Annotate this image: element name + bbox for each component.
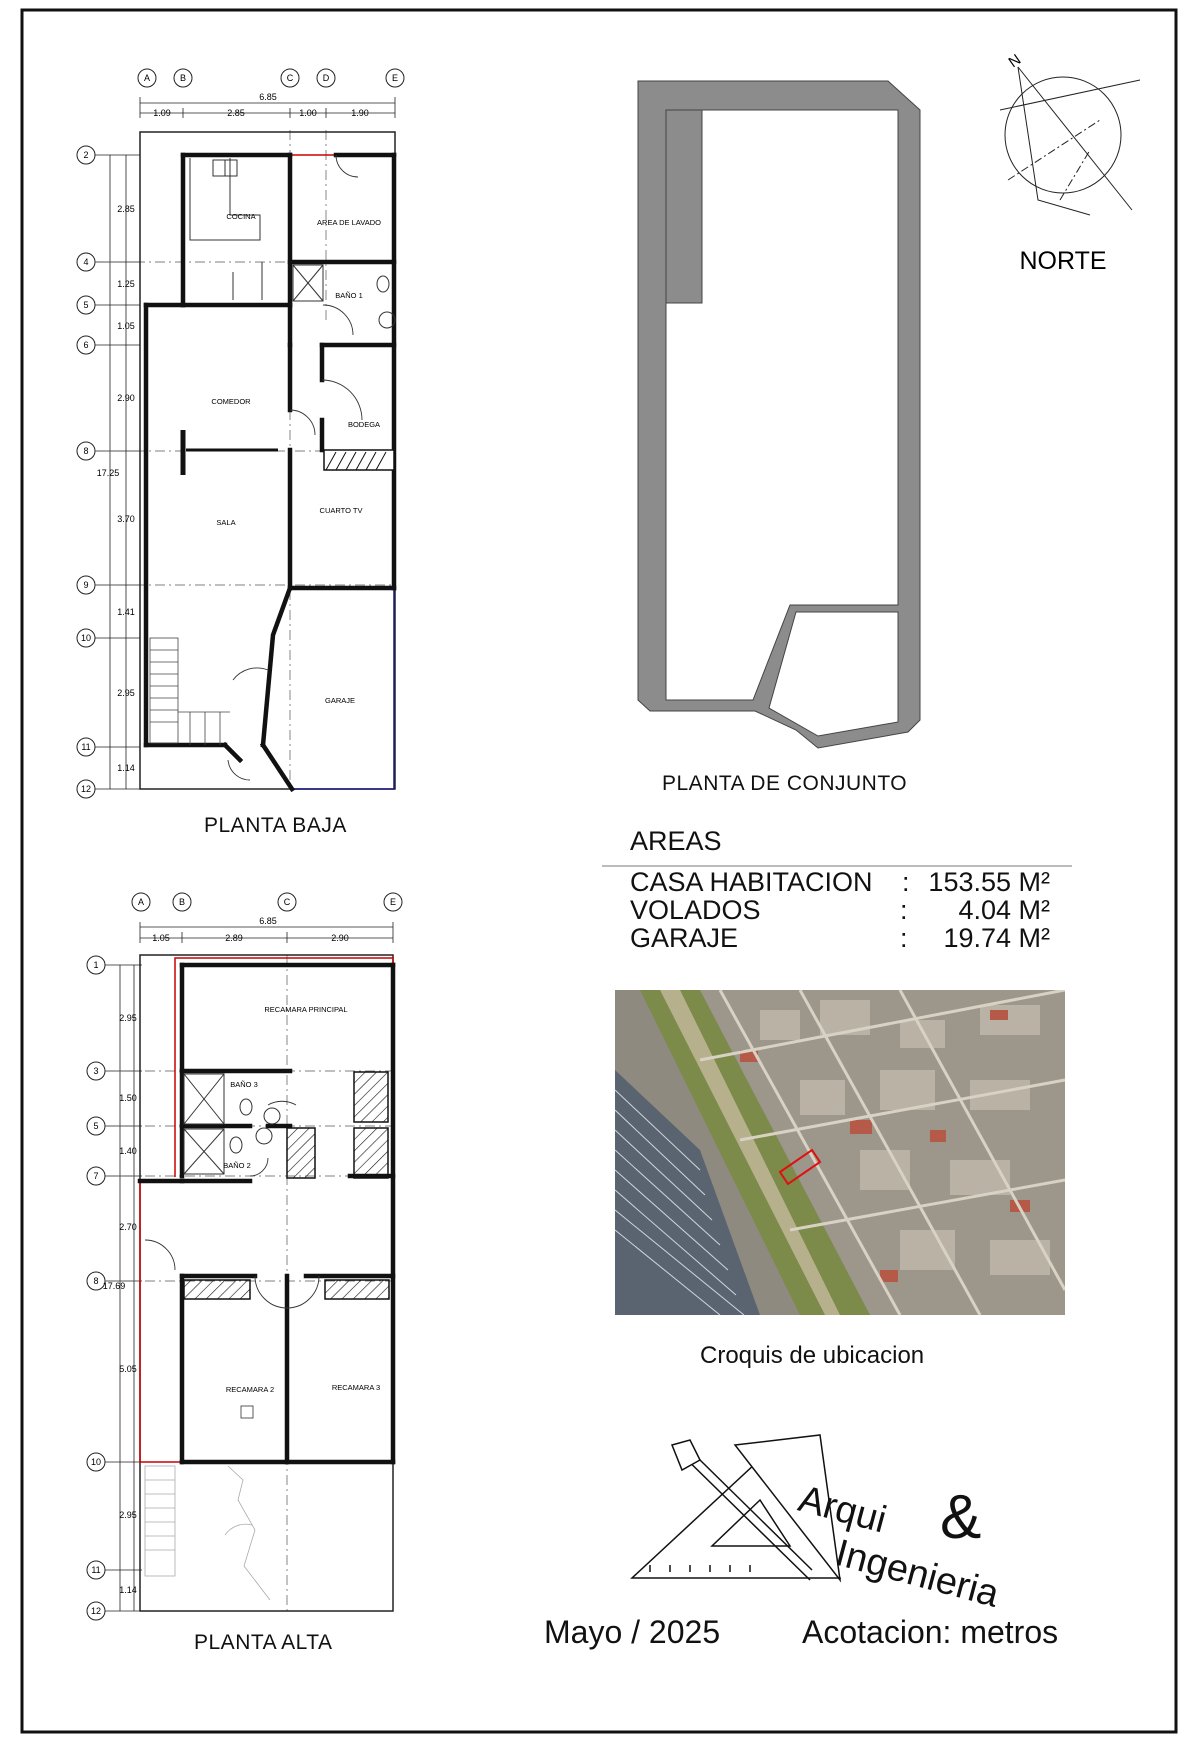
pb-col-label: C bbox=[286, 73, 294, 83]
room-label-lavado: AREA DE LAVADO bbox=[317, 218, 381, 227]
area-name: VOLADOS bbox=[630, 895, 761, 925]
pa-row-label: 5 bbox=[93, 1121, 99, 1131]
pa-col-label: A bbox=[137, 897, 145, 907]
pa-row-label: 7 bbox=[93, 1171, 99, 1181]
room-label-sala: SALA bbox=[216, 518, 236, 527]
area-name: CASA HABITACION bbox=[630, 867, 873, 897]
pa-overall-width: 6.85 bbox=[259, 916, 277, 926]
pb-row-label: 12 bbox=[80, 784, 92, 794]
toilet-icon bbox=[230, 1137, 242, 1153]
toilet-icon bbox=[377, 276, 389, 292]
pa-hatch-opening bbox=[241, 1406, 253, 1418]
room-label-bano3: BAÑO 3 bbox=[230, 1080, 258, 1089]
pa-row-dim: 1.14 bbox=[119, 1585, 137, 1595]
pb-stair bbox=[150, 638, 230, 745]
area-value: 19.74 M² bbox=[943, 923, 1050, 953]
pb-kitchen-counter bbox=[190, 158, 262, 300]
lavabo-icon bbox=[264, 1108, 280, 1124]
areas-heading: AREAS bbox=[630, 826, 722, 856]
room-label-cuarto-tv: CUARTO TV bbox=[319, 506, 363, 515]
pa-col-dim: 2.89 bbox=[225, 933, 243, 943]
room-label-cocina: COCINA bbox=[226, 212, 256, 221]
lavabo-icon bbox=[256, 1128, 272, 1144]
room-label-bodega: BODEGA bbox=[347, 420, 381, 429]
pb-row-label: 11 bbox=[81, 742, 91, 752]
pa-col-label: C bbox=[283, 897, 291, 907]
pb-row-dim: 3.70 bbox=[117, 514, 135, 524]
pb-row-label: 8 bbox=[83, 446, 89, 456]
pa-row-dim: 2.70 bbox=[119, 1222, 137, 1232]
area-row bbox=[630, 867, 1050, 897]
pb-row-dim: 2.85 bbox=[117, 204, 135, 214]
pa-row-label: 12 bbox=[90, 1606, 102, 1616]
pa-row-dim: 1.40 bbox=[119, 1146, 137, 1156]
pb-col-label: D bbox=[322, 73, 330, 83]
planta-alta-title: PLANTA ALTA bbox=[194, 1631, 333, 1654]
pa-col-label: B bbox=[178, 897, 186, 907]
pb-row-dim: 1.05 bbox=[117, 321, 135, 331]
pb-row-dim: 1.14 bbox=[117, 763, 135, 773]
room-label-recamara-principal: RECAMARA PRINCIPAL bbox=[264, 1005, 348, 1014]
pb-overall-width: 6.85 bbox=[259, 92, 277, 102]
pa-row-dim: 2.95 bbox=[119, 1013, 137, 1023]
planta-alta-plan bbox=[87, 893, 402, 1620]
pa-red-line-lower bbox=[140, 1181, 180, 1462]
pa-row-dim: 1.50 bbox=[119, 1093, 137, 1103]
pb-row-label: 6 bbox=[83, 340, 89, 350]
room-label-comedor: COMEDOR bbox=[211, 397, 251, 406]
planta-conjunto-plan bbox=[638, 81, 920, 748]
pa-row-label: 11 bbox=[91, 1565, 101, 1575]
pa-row-label: 8 bbox=[93, 1276, 99, 1286]
pb-row-label: 10 bbox=[80, 633, 92, 643]
pb-col-label: E bbox=[391, 73, 399, 83]
pb-garage-line bbox=[292, 588, 394, 789]
pb-col-bubbles bbox=[138, 69, 404, 87]
pb-col-dim: 1.00 bbox=[299, 108, 317, 118]
north-compass bbox=[1000, 67, 1140, 215]
footer-units: Acotacion: metros bbox=[802, 1614, 1059, 1650]
area-row bbox=[630, 895, 1050, 925]
pa-row-label: 3 bbox=[93, 1066, 99, 1076]
pa-overall-length: 17.69 bbox=[102, 1281, 126, 1291]
pa-stair-ghost bbox=[145, 1466, 270, 1600]
planta-baja-title: PLANTA BAJA bbox=[204, 814, 347, 837]
logo-text-arqui: Arqui bbox=[794, 1478, 891, 1542]
conjunto-side-block bbox=[666, 110, 702, 303]
conjunto-title: PLANTA DE CONJUNTO bbox=[662, 772, 908, 795]
footer-date: Mayo / 2025 bbox=[544, 1614, 721, 1650]
toilet-icon bbox=[240, 1099, 252, 1115]
pb-row-label: 4 bbox=[83, 257, 89, 267]
pa-row-dim: 5.05 bbox=[119, 1364, 137, 1374]
pb-row-dim: 1.25 bbox=[117, 279, 135, 289]
pb-row-dim: 2.90 bbox=[117, 393, 135, 403]
pb-row-dim: 2.95 bbox=[117, 688, 135, 698]
logo-ampersand: & bbox=[940, 1483, 982, 1552]
pb-col-dim: 2.85 bbox=[227, 108, 245, 118]
pb-row-dim: 1.41 bbox=[117, 607, 135, 617]
area-sep: : bbox=[902, 867, 910, 897]
location-satellite-map bbox=[615, 990, 1065, 1315]
pb-bodega-hatch bbox=[324, 450, 394, 470]
room-label-bano1: BAÑO 1 bbox=[335, 291, 363, 300]
pb-row-bubbles bbox=[77, 146, 95, 798]
ubicacion-caption: Croquis de ubicacion bbox=[700, 1342, 925, 1369]
pa-col-label: E bbox=[389, 897, 397, 907]
pb-overall-length: 17.25 bbox=[96, 468, 120, 478]
pb-row-label: 2 bbox=[83, 150, 89, 160]
pa-hatched-columns bbox=[184, 1072, 389, 1299]
pb-row-label: 5 bbox=[83, 300, 89, 310]
planta-baja-plan bbox=[77, 69, 404, 798]
area-row bbox=[630, 923, 1050, 953]
area-sep: : bbox=[900, 923, 908, 953]
room-label-bano2: BAÑO 2 bbox=[223, 1161, 251, 1170]
pa-col-dim: 2.90 bbox=[331, 933, 349, 943]
area-name: GARAJE bbox=[630, 923, 739, 953]
logo-text-ingenieria: Ingenieria bbox=[831, 1532, 1004, 1616]
pa-row-label: 10 bbox=[90, 1457, 102, 1467]
pa-row-dim: 2.95 bbox=[119, 1510, 137, 1520]
north-label: NORTE bbox=[1019, 247, 1107, 275]
area-sep: : bbox=[900, 895, 908, 925]
room-label-garaje: GARAJE bbox=[324, 696, 356, 705]
north-arrow-letter: N bbox=[1005, 51, 1025, 72]
room-label-recamara3: RECAMARA 3 bbox=[331, 1383, 381, 1392]
pb-col-dim: 1.09 bbox=[153, 108, 171, 118]
pa-col-bubbles bbox=[132, 893, 402, 911]
pb-col-label: A bbox=[143, 73, 151, 83]
pb-col-dim: 1.90 bbox=[351, 108, 369, 118]
room-label-recamara2: RECAMARA 2 bbox=[225, 1385, 275, 1394]
area-value: 4.04 M² bbox=[958, 895, 1050, 925]
pa-room-labels bbox=[223, 1005, 380, 1394]
pb-col-label: B bbox=[179, 73, 187, 83]
area-value: 153.55 M² bbox=[928, 867, 1050, 897]
pa-col-dim: 1.05 bbox=[152, 933, 170, 943]
pa-row-label: 1 bbox=[93, 960, 99, 970]
pb-row-label: 9 bbox=[83, 580, 89, 590]
